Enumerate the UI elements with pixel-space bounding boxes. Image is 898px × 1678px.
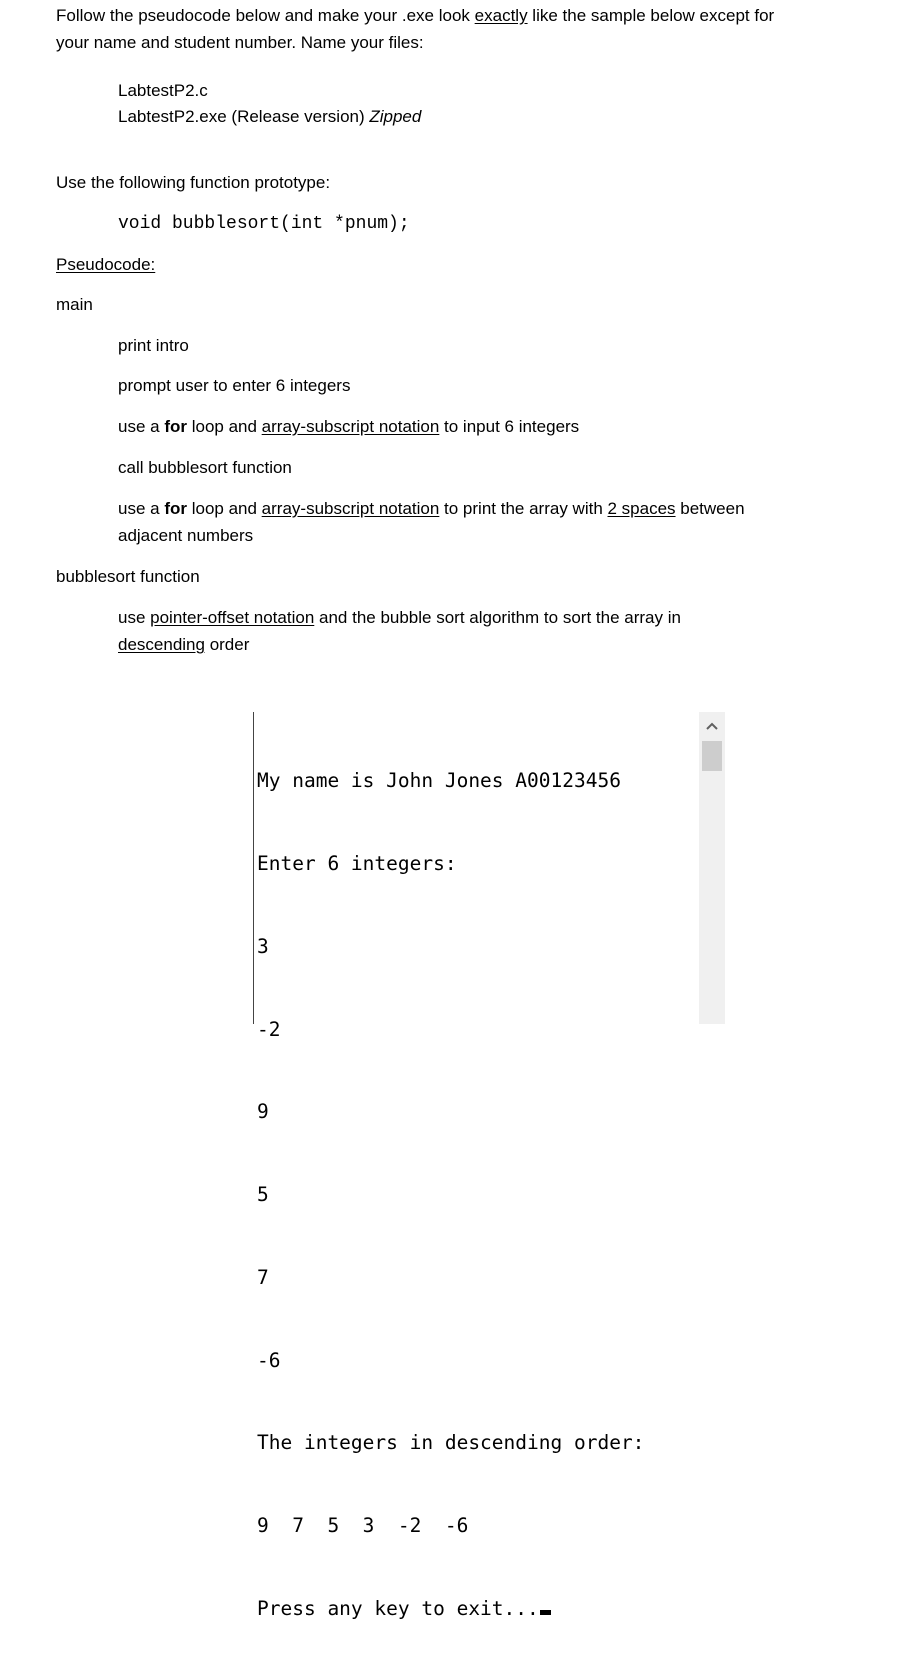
- main-step-call-bubblesort: call bubblesort function: [118, 458, 292, 477]
- console-line: My name is John Jones A00123456: [257, 769, 621, 793]
- zipped-note: Zipped: [369, 107, 422, 126]
- text-cursor: [540, 1610, 551, 1615]
- chevron-up-icon: [706, 722, 718, 730]
- exe-file-name: LabtestP2.exe (Release version) Zipped: [118, 107, 422, 126]
- console-line: 9 7 5 3 -2 -6: [257, 1514, 469, 1538]
- console-line: 9: [257, 1100, 269, 1124]
- console-line: 3: [257, 934, 269, 958]
- scroll-thumb[interactable]: [702, 741, 722, 771]
- console-line: 7: [257, 1265, 269, 1289]
- console-line: -2: [257, 1017, 281, 1041]
- console-scrollbar[interactable]: [699, 712, 725, 1024]
- main-step-print-intro: print intro: [118, 336, 189, 355]
- scroll-up-button[interactable]: [699, 714, 725, 738]
- main-step-prompt: prompt user to enter 6 integers: [118, 376, 351, 395]
- console-window: [253, 712, 725, 1620]
- main-step-print-loop: use a for loop and array-subscript notation to print the array with 2 spaces between: [118, 499, 745, 518]
- console-line: The integers in descending order:: [257, 1431, 645, 1455]
- prototype-code: void bubblesort(int *pnum);: [118, 214, 410, 234]
- emphasis-exactly: exactly: [474, 6, 528, 25]
- main-step-input-loop: use a for loop and array-subscript notation to input 6 integers: [118, 417, 580, 436]
- pseudocode-heading: Pseudocode:: [56, 255, 156, 274]
- main-label: main: [56, 295, 93, 314]
- c-file-name: LabtestP2.c: [118, 81, 208, 100]
- intro-line-2: your name and student number. Name your files:: [56, 33, 424, 52]
- console-line: 5: [257, 1183, 269, 1207]
- console-line: Enter 6 integers:: [257, 851, 457, 875]
- console-last-line: [257, 1595, 644, 1623]
- bubblesort-label: bubblesort function: [56, 567, 200, 586]
- intro-line-1: Follow the pseudocode below and make your .exe look exactly like the sample below except for: [56, 6, 775, 25]
- main-step-print-loop-cont: adjacent numbers: [118, 526, 254, 545]
- bubblesort-step-2: descending order: [118, 635, 250, 654]
- console-line: -6: [257, 1348, 281, 1372]
- prototype-label: Use the following function prototype:: [56, 173, 331, 192]
- console-line: Press any key to exit...: [257, 1597, 539, 1620]
- bubblesort-step-1: use pointer-offset notation and the bubble sort algorithm to sort the array in: [118, 608, 681, 627]
- console-output: [257, 712, 644, 1678]
